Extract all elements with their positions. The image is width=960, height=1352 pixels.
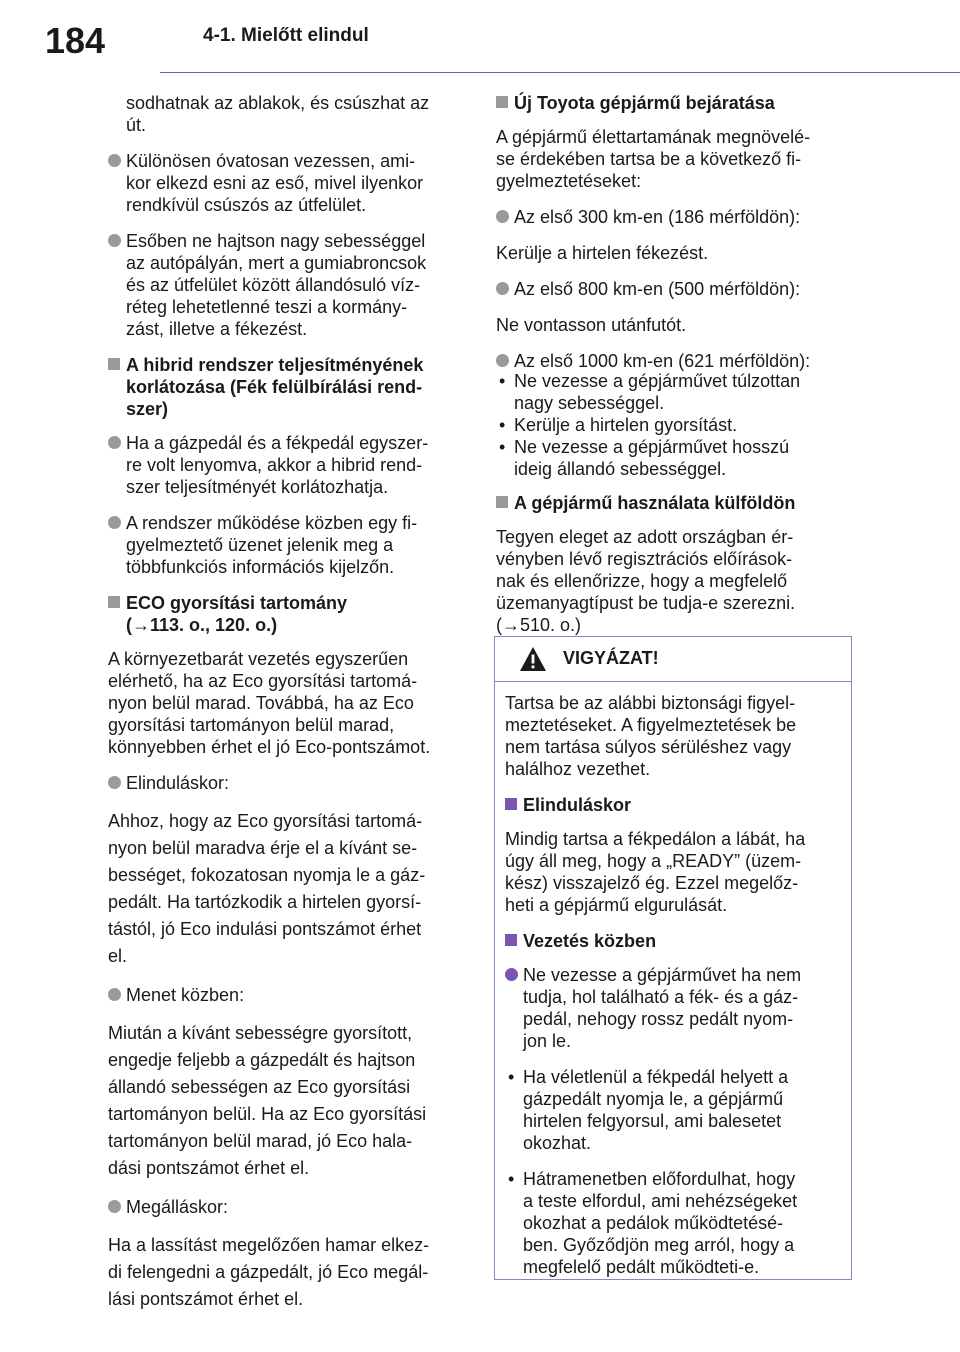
body-paragraph: A környezetbarát vezetés egyszerűen elérhető, ha az Eco gyorsítási tartomá- nyon belül marad. Továbbá, ha az Eco gyorsítási tartományon belül marad, könnyebben érhet el jó Eco-pontszámot.	[108, 649, 431, 757]
list-item: • Ne vezesse a gépjárművet túlzottan nagy sebességgel.	[499, 371, 801, 413]
bullet-dot-icon	[108, 516, 121, 529]
bullet-dot-icon	[108, 988, 121, 1001]
body-paragraph: Ahhoz, hogy az Eco gyorsítási tartomá- nyon belül maradva érje el a kívánt se- bességet, fokozatosan nyomja le a gáz- pedált. Ha tartózkodik a hirtelen gyorsí- tástól, jó Eco indulási pontszámot érhet el.	[108, 811, 426, 966]
bullet-item: Ha a gázpedál és a fékpedál egyszer- re volt lenyomva, akkor a hibrid rend- szer teljesítményét korlátozhatja.	[108, 432, 468, 498]
warning-box	[494, 636, 852, 1280]
body-paragraph: Kerülje a hirtelen fékezést.	[496, 243, 709, 263]
warning-paragraph: Mindig tartsa a fékpedálon a lábát, ha úgy áll meg, hogy a „READY” (üzem- kész) visszajelző ég. Ezzel megelőz- heti a gépjármű elgurulását.	[505, 829, 806, 915]
body-paragraph: Tegyen eleget az adott országban ér- vényben lévő regisztrációs előírások- nak és ellenőrizze, hogy a megfelelő üzemanyagtípust be tudja-e szerezni. (→510. o.)	[496, 527, 796, 635]
warning-list-item: • Hátramenetben előfordulhat, hogy a teste elfordul, ami nehézségeket okozhat a pedálok működtetésé- ben. Győződjön meg arról, hogy a megfelelő pedált működteti-e.	[508, 1169, 798, 1277]
section-heading: A hibrid rendszer teljesítményének korlátozása (Fék felülbírálási rend- szer)	[108, 354, 468, 420]
bullet-dot-icon	[108, 436, 121, 449]
bullet-item: Az első 800 km-en (500 mérföldön):	[496, 278, 856, 300]
body-paragraph: Ne vontasson utánfutót.	[496, 315, 687, 335]
heading-square-icon	[496, 496, 508, 508]
left-column	[108, 92, 468, 1327]
bullet-dot-icon	[108, 154, 121, 167]
bullet-item: Esőben ne hajtson nagy sebességgel az autópályán, mert a gumiabroncsok és az útfelület között állandósuló víz- réteg lehetetlenné teszi a kormány- zást, illetve a fékezést.	[108, 230, 468, 340]
bullet-item: Megálláskor:	[108, 1196, 468, 1218]
bullet-item: Menet közben:	[108, 984, 468, 1006]
list-item: • Kerülje a hirtelen gyorsítást.	[499, 415, 738, 435]
body-paragraph: Ha a lassítást megelőzően hamar elkez- di felengedni a gázpedált, jó Eco megál- lási pontszámot érhet el.	[108, 1235, 430, 1309]
warning-header	[495, 637, 851, 682]
right-column	[496, 92, 856, 650]
heading-square-icon	[505, 934, 517, 946]
section-heading: ECO gyorsítási tartomány (→113. o., 120. o.)	[108, 592, 468, 636]
bullet-item: Elinduláskor:	[108, 772, 468, 794]
section-title: 4-1. Mielőtt elindul	[203, 25, 369, 46]
bullet-dot-icon	[496, 354, 509, 367]
warning-title: VIGYÁZAT!	[563, 648, 659, 668]
page-number: 184	[45, 20, 106, 61]
body-paragraph: Miután a kívánt sebességre gyorsított, engedje feljebb a gázpedált és hajtson állandó sebességen az Eco gyorsítási tartományon belül. Ha az Eco gyorsítási tartományon belül marad, jó Eco hala- dási pontszámot érhet el.	[108, 1023, 427, 1178]
bullet-dot-icon	[505, 968, 518, 981]
heading-square-icon	[108, 358, 120, 370]
warning-heading: Elinduláskor	[505, 794, 841, 816]
warning-bullet: Ne vezesse a gépjárművet ha nem tudja, hol található a fék- és a gáz- pedál, nehogy rossz pedált nyom- jon le.	[505, 964, 841, 1052]
warning-heading: Vezetés közben	[505, 930, 841, 952]
bullet-item: Az első 1000 km-en (621 mérföldön):	[496, 350, 856, 372]
warning-list-item: • Ha véletlenül a fékpedál helyett a gázpedált nyomja le, a gépjármű hirtelen felgyorsul, ami balesetet okozhat.	[508, 1067, 789, 1153]
bullet-item: Különösen óvatosan vezessen, ami- kor elkezd esni az eső, mivel ilyenkor rendkívül csúszós az útfelület.	[108, 150, 468, 216]
bullet-dot-icon	[108, 1200, 121, 1213]
section-heading: Új Toyota gépjármű bejáratása	[496, 92, 856, 114]
bullet-dot-icon	[108, 234, 121, 247]
sub-list	[496, 370, 856, 480]
bullet-dot-icon	[496, 282, 509, 295]
section-heading: A gépjármű használata külföldön	[496, 492, 856, 514]
list-item: • Ne vezesse a gépjárművet hosszú ideig állandó sebességgel.	[499, 437, 790, 479]
heading-square-icon	[108, 596, 120, 608]
page-header	[0, 0, 960, 74]
warning-body	[495, 682, 851, 1278]
continued-paragraph: sodhatnak az ablakok, és csúszhat az út.	[126, 93, 430, 135]
bullet-dot-icon	[496, 210, 509, 223]
warning-triangle-icon	[519, 646, 547, 672]
header-divider	[160, 72, 960, 73]
body-paragraph: A gépjármű élettartamának megnövelé- se érdekében tartsa be a következő fi- gyelmeztetéseket:	[496, 127, 811, 191]
bullet-item: Az első 300 km-en (186 mérföldön):	[496, 206, 856, 228]
heading-square-icon	[505, 798, 517, 810]
warning-intro: Tartsa be az alábbi biztonsági figyel- meztetéseket. A figyelmeztetések be nem tartása súlyos sérüléshez vagy halálhoz vezethet.	[505, 693, 797, 779]
bullet-item: A rendszer működése közben egy fi- gyelmeztető üzenet jelenik meg a többfunkciós információs kijelzőn.	[108, 512, 468, 578]
bullet-dot-icon	[108, 776, 121, 789]
heading-square-icon	[496, 96, 508, 108]
